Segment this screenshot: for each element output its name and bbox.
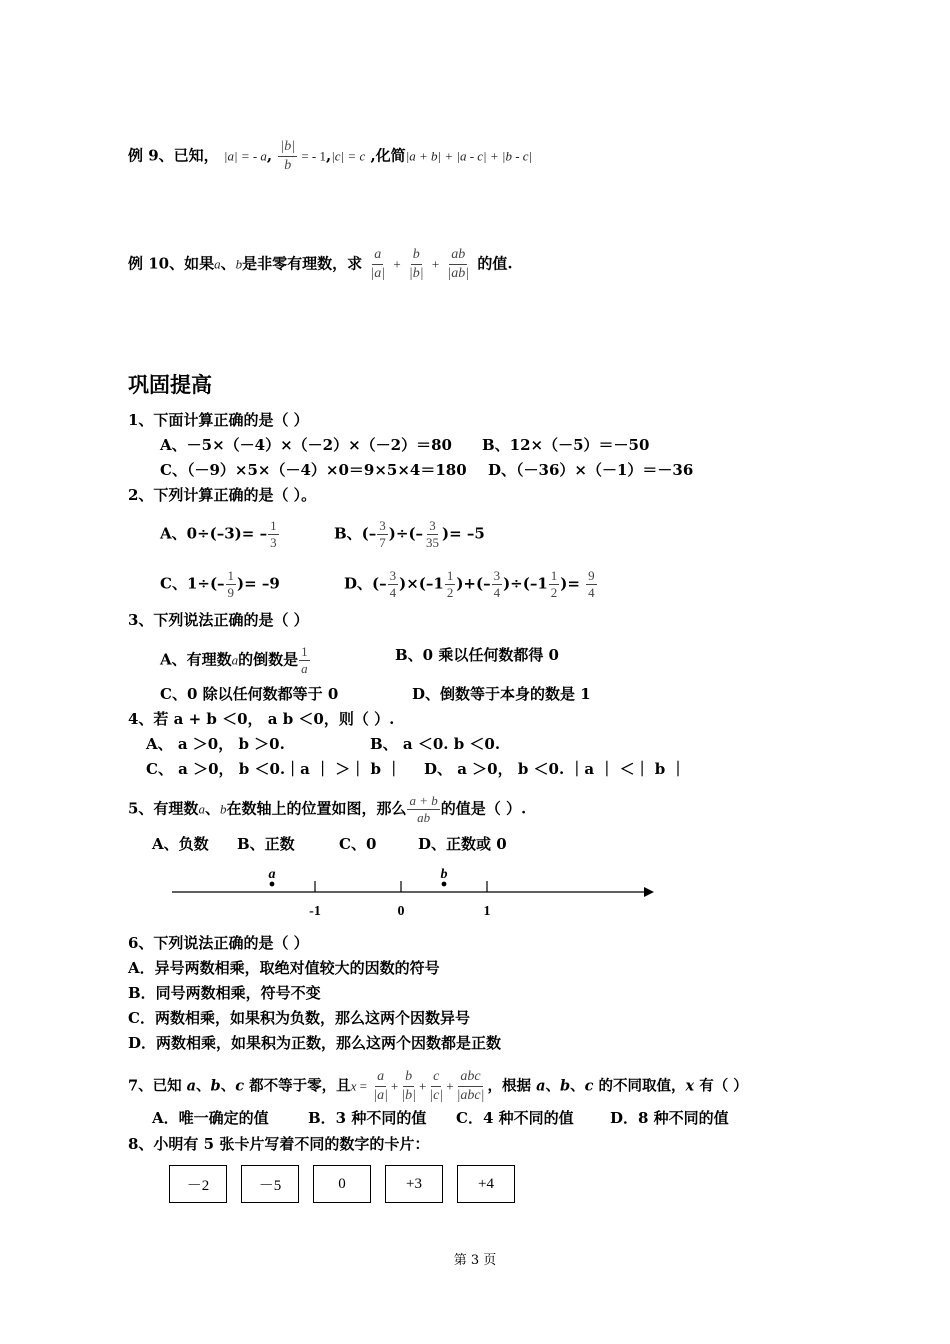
q2d-frac-3: $\frac{3}{4}$ (493, 568, 501, 600)
q1-option-d: D、（－36）×（－1）＝－36 (488, 461, 694, 479)
q7-option-b: B．3 种不同的值 (308, 1109, 427, 1127)
q8-stem: 8、小明有 5 张卡片写着不同的数字的卡片： (128, 1135, 430, 1153)
q1-stem: 1、下面计算正确的是（ ） (128, 411, 309, 429)
ex10-plus-1: + (393, 256, 401, 272)
example-9-label: 例 9、已知， (128, 146, 219, 165)
ex10-text: 是非零有理数，求 (242, 254, 363, 273)
q7-option-a: A．唯一确定的值 (152, 1109, 269, 1127)
q2b-frac-2: $\frac{3}{35}$ (426, 518, 440, 550)
q5-option-b: B、正数 (237, 835, 295, 853)
tick-label-1: 0 (397, 904, 405, 919)
ex9-fraction: $\frac{|b|}{b}$ (280, 139, 296, 173)
q5-stem: 5、有理数a、b在数轴上的位置如图，那么 $\frac{a + b}{ab}$ 的值是（ ）. (128, 793, 527, 825)
ex9-cond3: |c| = c (331, 148, 366, 164)
q6-option-a: A．异号两数相乘，取绝对值较大的因数的符号 (128, 959, 440, 977)
q3-option-b: B、0 乘以任何数都得 0 (395, 646, 559, 664)
ex9-cond1: |a| = - a (223, 148, 267, 164)
q4-option-b: B、 a ＜0. b ＜0. (370, 735, 501, 753)
q7-frac-1: $\frac{a}{|a|}$ (373, 1069, 388, 1103)
q6-option-c: C．两数相乘，如果积为负数，那么这两个因数异号 (128, 1009, 470, 1027)
q2a-frac: $\frac{1}{3}$ (270, 518, 277, 550)
card-2: －5 (241, 1165, 299, 1203)
ex9-simplify: ,化简 (370, 146, 406, 165)
q2c-frac: $\frac{1}{9}$ (227, 568, 235, 600)
tick-label-0: -1 (309, 904, 321, 919)
ex9-cond2-rhs: = - 1 (298, 148, 326, 164)
q5-frac: $\frac{a + b}{ab}$ (409, 793, 438, 825)
q7-frac-4: $\frac{\text{abc}}{\text{|abc|}}$ (456, 1069, 485, 1103)
card-4: +3 (385, 1165, 443, 1203)
q7-stem: 7、已知 a、b、c 都不等于零，且x = $\frac{a}{|a|}$ + $\frac{b}{|b|}$ + $\frac{c}{|c|}$ + $\frac{\text{abc}}{\text{|abc|}}$ ，根据 a、b、c 的不同取值，x 有（ ） (128, 1069, 748, 1103)
q2-option-b: B、(– $\frac{3}{7}$ )÷(– $\frac{3}{35}$ )= –5 (334, 518, 485, 550)
q2-option-d: D、(– $\frac{3}{4}$ )×(–1 $\frac{1}{2}$ )+(– $\frac{3}{4}$ )÷(–1 $\frac{1}{2}$ )= $\frac{9}{4}$ (344, 568, 595, 600)
point-label-a: a (268, 867, 276, 882)
ex10-frac-3: $\frac{ab}{|ab|}$ (447, 247, 470, 281)
q3-option-d: D、倒数等于本身的数是 1 (412, 685, 591, 703)
q5-option-c: C、0 (339, 835, 377, 853)
ex10-frac-1: $\frac{a}{|a|}$ (370, 247, 386, 281)
example-9: 例 9、已知， |a| = - a, $\frac{|b|}{b}$ = - 1,|c| = c ,化简|a + b| + |a - c| + |b - c| (128, 139, 533, 173)
example-10 (128, 246, 513, 283)
q3a-frac: $\frac{1}{a}$ (301, 644, 308, 676)
ex10-var-b: b (235, 256, 243, 272)
point-b (442, 882, 447, 887)
q3-option-c: C、0 除以任何数都等于 0 (160, 685, 339, 703)
q4-option-c: C、 a ＞0， b ＜0.｜a ｜ ＞｜ b ｜ (146, 760, 402, 778)
q1-option-c: C、（－9）×5×（－4）×0＝9×5×4＝180 (160, 461, 467, 479)
tick-label-2: 1 (483, 904, 491, 919)
q2d-frac-1: $\frac{3}{4}$ (389, 568, 397, 600)
q2d-frac-2: $\frac{1}{2}$ (446, 568, 454, 600)
q4-stem: 4、若 a + b ＜0， a b ＜0，则（ ）. (128, 710, 395, 728)
q3-stem: 3、下列说法正确的是（ ） (128, 611, 309, 629)
q1-option-a: A、－5×（－4）×（－2）×（－2）＝80 (160, 436, 452, 454)
q6-option-b: B．同号两数相乘，符号不变 (128, 984, 321, 1002)
q7-frac-3: $\frac{c}{|c|}$ (429, 1069, 444, 1103)
q5-option-a: A、负数 (152, 835, 209, 853)
point-a (270, 882, 275, 887)
ex9-expression: |a + b| + |a - c| + |b - c| (405, 148, 533, 164)
card-3: 0 (313, 1165, 371, 1203)
example-10-label: 例 10、如果 (128, 254, 215, 273)
ex10-sep: 、 (220, 254, 236, 273)
q2-option-c: C、1÷(– $\frac{1}{9}$ )= –9 (160, 568, 280, 600)
q2d-frac-4: $\frac{1}{2}$ (550, 568, 558, 600)
card-1: －2 (169, 1165, 227, 1203)
ex10-tail: 的值. (477, 254, 513, 273)
q6-stem: 6、下列说法正确的是（ ） (128, 934, 309, 952)
q7-frac-2: $\frac{b}{|b|}$ (401, 1069, 416, 1103)
ex10-var-a: a (214, 256, 221, 272)
point-label-b: b (440, 867, 448, 882)
section-title: 巩固提高 (128, 372, 212, 397)
q2b-frac-1: $\frac{3}{7}$ (379, 518, 386, 550)
ex10-frac-2: $\frac{b}{|b|}$ (408, 247, 424, 281)
q5-option-d: D、正数或 0 (418, 835, 507, 853)
q7-option-c: C．4 种不同的值 (456, 1109, 574, 1127)
page-number: 第 3 页 (453, 1253, 497, 1268)
number-line (168, 862, 688, 922)
ex10-plus-2: + (431, 256, 440, 272)
q2d-frac-5: $\frac{9}{4}$ (588, 568, 595, 600)
q2-option-a: A、0÷(–3)= – $\frac{1}{3}$ (160, 518, 277, 550)
card-5: +4 (457, 1165, 515, 1203)
q3-option-a: A、有理数a的倒数是 $\frac{1}{a}$ (160, 644, 308, 676)
number-line-arrow (644, 887, 654, 897)
q4-option-d: D、 a ＞0， b ＜0. ｜a ｜ ＜｜ b ｜ (424, 760, 686, 778)
q1-option-b: B、12×（－5）＝－50 (482, 436, 650, 454)
q7-option-d: D．8 种不同的值 (610, 1109, 729, 1127)
q2-stem: 2、下列计算正确的是（ ）。 (128, 486, 317, 504)
q4-option-a: A、 a ＞0， b ＞0. (146, 735, 285, 753)
q6-option-d: D．两数相乘，如果积为正数，那么这两个因数都是正数 (128, 1034, 502, 1052)
